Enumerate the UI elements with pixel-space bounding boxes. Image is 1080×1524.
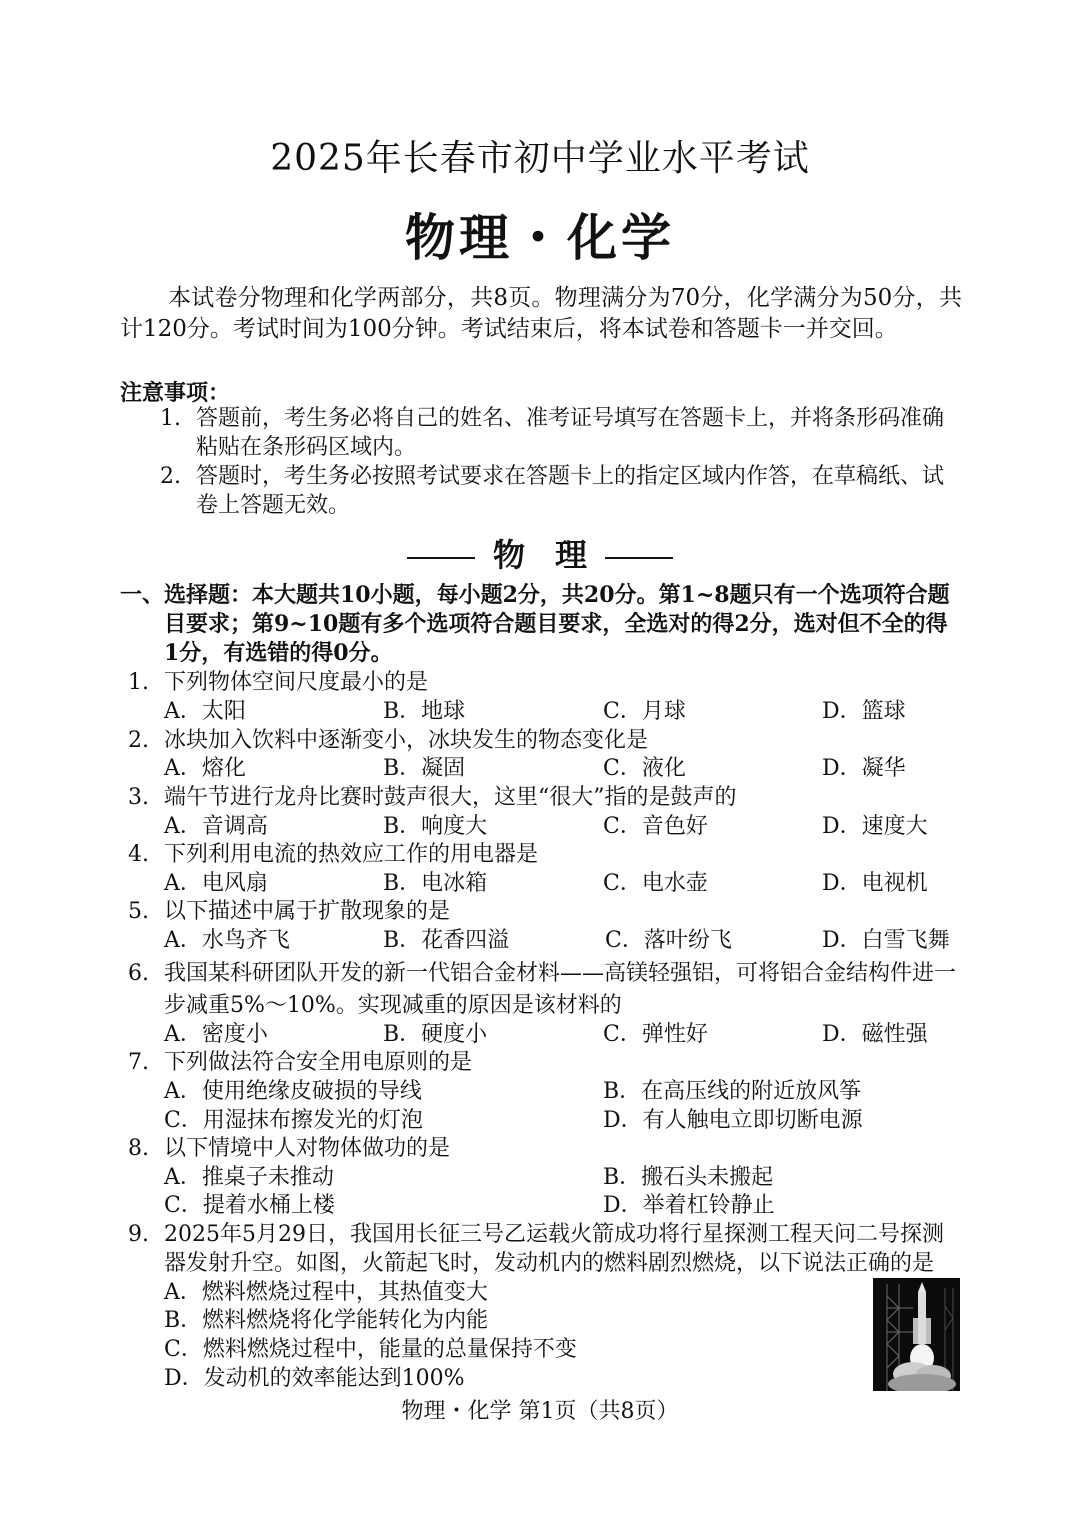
question-number: 5. bbox=[128, 899, 149, 924]
question-number: 4. bbox=[128, 842, 149, 867]
option: D．发动机的效率能达到100% bbox=[164, 1366, 465, 1391]
part-heading bbox=[120, 581, 962, 668]
notice-number: 1. bbox=[160, 406, 181, 431]
question-text: 我国某科研团队开发的新一代铝合金材料——高镁轻强铝，可将铝合金结构件进一步减重5%～10%。实现减重的原因是该材料的 bbox=[164, 961, 957, 1018]
option: B．凝固 bbox=[383, 756, 466, 781]
notice-number: 2. bbox=[160, 464, 181, 489]
option: B．硬度小 bbox=[383, 1022, 488, 1047]
rocket-launch-illustration bbox=[873, 1278, 960, 1391]
rocket-launch-image bbox=[873, 1278, 960, 1391]
question bbox=[128, 897, 962, 926]
option: A．燃料燃烧过程中，其热值变大 bbox=[164, 1280, 488, 1305]
option: C．电水壶 bbox=[603, 871, 708, 896]
option: C．音色好 bbox=[603, 814, 708, 839]
section-heading bbox=[0, 530, 1080, 576]
option: B．花香四溢 bbox=[383, 928, 510, 953]
option: A．电风扇 bbox=[164, 871, 268, 896]
option: B．地球 bbox=[383, 699, 466, 724]
option: D．凝华 bbox=[822, 756, 906, 781]
question bbox=[128, 668, 962, 697]
option: C．燃料燃烧过程中，能量的总量保持不变 bbox=[164, 1337, 577, 1362]
option: C．月球 bbox=[603, 699, 686, 724]
question-text: 下列利用电流的热效应工作的用电器是 bbox=[164, 842, 539, 867]
option: A．推桌子未推动 bbox=[164, 1165, 334, 1190]
part-instructions: 选择题：本大题共10小题，每小题2分，共20分。第1~8题只有一个选项符合题目要求；第9~10题有多个选项符合题目要求，全选对的得2分，选对但不全的得1分，有选错的得0分。 bbox=[164, 582, 950, 666]
question bbox=[128, 1220, 962, 1278]
option: B．响度大 bbox=[383, 814, 488, 839]
question-text: 端午节进行龙舟比赛时鼓声很大，这里“很大”指的是鼓声的 bbox=[164, 785, 737, 810]
option: D．磁性强 bbox=[822, 1022, 928, 1047]
option: C．落叶纷飞 bbox=[605, 928, 732, 953]
notice-text: 答题前，考生务必将自己的姓名、准考证号填写在答题卡上，并将条形码准确粘贴在条形码区域内。 bbox=[196, 406, 945, 460]
section-dash-right bbox=[605, 557, 673, 559]
question bbox=[128, 1134, 962, 1163]
exam-title: 2025年长春市初中学业水平考试 bbox=[270, 138, 810, 179]
question bbox=[128, 1048, 962, 1077]
question-text: 以下描述中属于扩散现象的是 bbox=[164, 899, 451, 924]
question-text: 下列物体空间尺度最小的是 bbox=[164, 670, 429, 695]
question-text: 以下情境中人对物体做功的是 bbox=[164, 1136, 451, 1161]
section-dash-left bbox=[407, 557, 475, 559]
question-number: 6. bbox=[128, 961, 149, 986]
option: D．速度大 bbox=[822, 814, 928, 839]
question bbox=[128, 783, 962, 812]
option: C．用湿抹布擦发光的灯泡 bbox=[164, 1108, 423, 1133]
question bbox=[128, 958, 962, 1022]
option: A．熔化 bbox=[164, 756, 246, 781]
option: C．弹性好 bbox=[603, 1022, 708, 1047]
option: A．太阳 bbox=[164, 699, 246, 724]
intro-paragraph: 本试卷分物理和化学两部分，共8页。物理满分为70分，化学满分为50分，共计120分。考试时间为100分钟。考试结束后，将本试卷和答题卡一并交回。 bbox=[120, 285, 962, 342]
option: A．音调高 bbox=[164, 814, 268, 839]
page-footer: 物理・化学 第1页（共8页） bbox=[401, 1399, 679, 1424]
notice-text: 答题时，考生务必按照考试要求在答题卡上的指定区域内作答，在草稿纸、试卷上答题无效。 bbox=[196, 464, 945, 518]
question-number: 8. bbox=[128, 1136, 149, 1161]
question-number: 3. bbox=[128, 785, 149, 810]
option: D．篮球 bbox=[822, 699, 906, 724]
question-number: 7. bbox=[128, 1050, 149, 1075]
option: C．提着水桶上楼 bbox=[164, 1193, 335, 1218]
question-text: 下列做法符合安全用电原则的是 bbox=[164, 1050, 473, 1075]
notice-item bbox=[160, 462, 962, 520]
question-number: 2. bbox=[128, 728, 149, 753]
option: A．密度小 bbox=[164, 1022, 268, 1047]
option: D．白雪飞舞 bbox=[822, 928, 950, 953]
option: D．有人触电立即切断电源 bbox=[603, 1108, 863, 1133]
option: A．使用绝缘皮破损的导线 bbox=[164, 1079, 422, 1104]
option: B．在高压线的附近放风筝 bbox=[603, 1079, 862, 1104]
section-title: 物理 bbox=[492, 536, 617, 574]
question bbox=[128, 840, 962, 869]
option: D．电视机 bbox=[822, 871, 928, 896]
option: B．搬石头未搬起 bbox=[603, 1165, 774, 1190]
question-text: 2025年5月29日，我国用长征三号乙运载火箭成功将行星探测工程天问二号探测器发射升空。如图，火箭起飞时，发动机内的燃料剧烈燃烧，以下说法正确的是 bbox=[164, 1222, 944, 1276]
notice-title: 注意事项： bbox=[120, 380, 231, 406]
question-number: 1. bbox=[128, 670, 149, 695]
option: A．水鸟齐飞 bbox=[164, 928, 290, 953]
notice-item bbox=[160, 404, 962, 462]
option: C．液化 bbox=[603, 756, 686, 781]
question-number: 9. bbox=[128, 1222, 149, 1247]
question-text: 冰块加入饮料中逐渐变小，冰块发生的物态变化是 bbox=[164, 728, 649, 753]
option: B．电冰箱 bbox=[383, 871, 488, 896]
part-number: 一、 bbox=[120, 582, 165, 608]
question bbox=[128, 726, 962, 755]
option: B．燃料燃烧将化学能转化为内能 bbox=[164, 1308, 489, 1333]
subject-title: 物理・化学 bbox=[405, 208, 675, 267]
option: D．举着杠铃静止 bbox=[603, 1193, 775, 1218]
